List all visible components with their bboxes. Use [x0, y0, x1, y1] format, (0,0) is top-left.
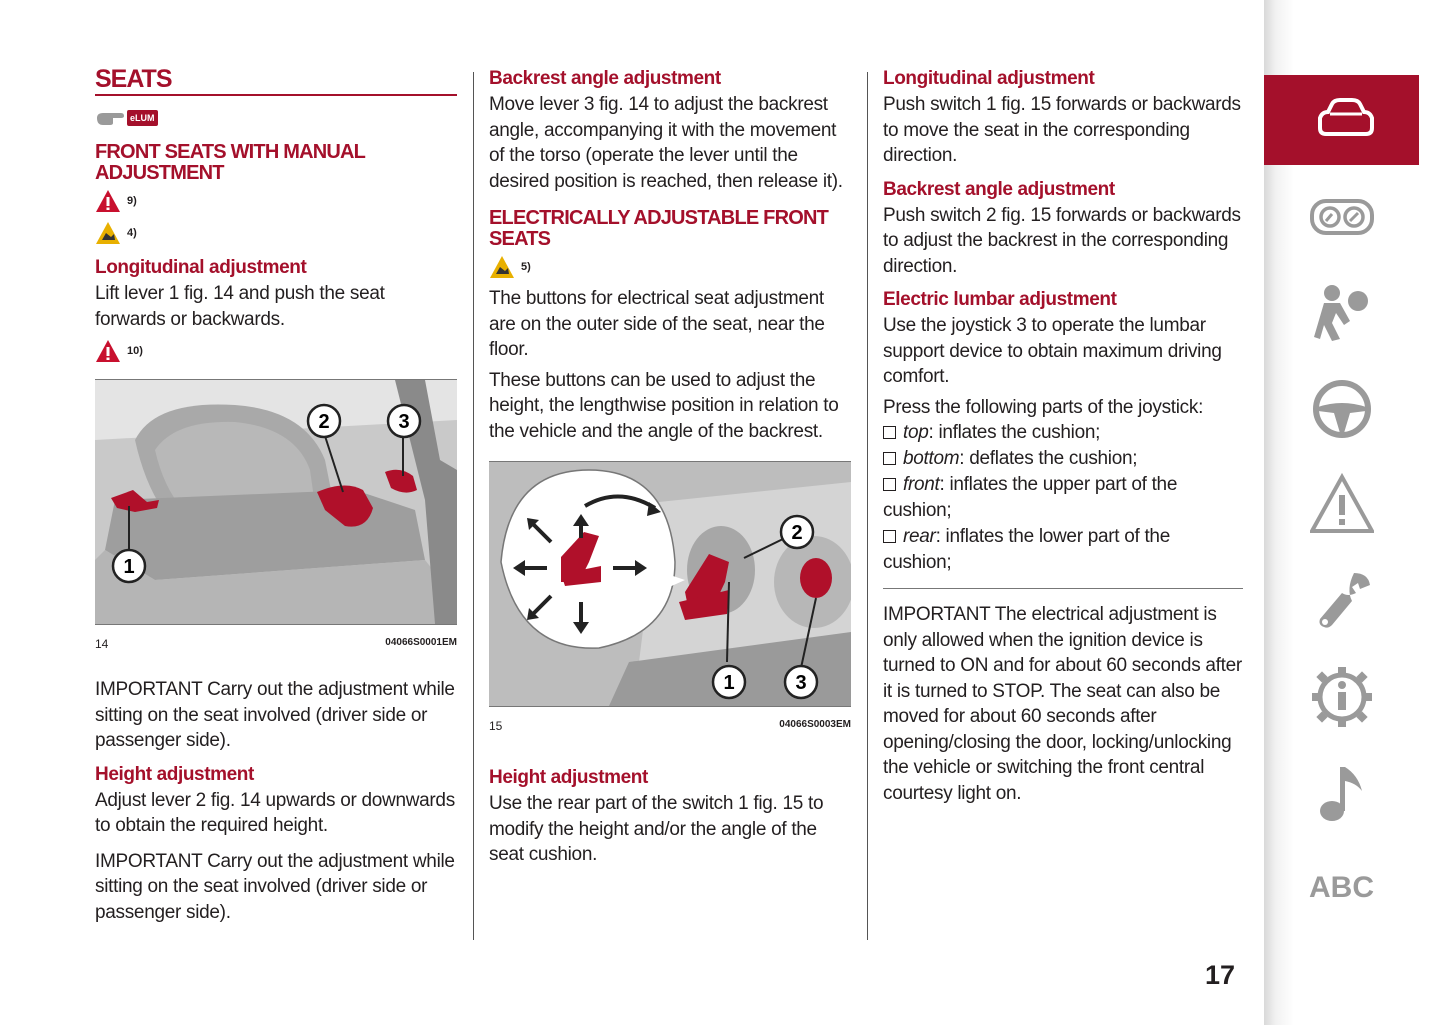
figure-code: 04066S0001EM: [385, 637, 457, 648]
svg-text:1: 1: [723, 672, 735, 694]
heading-height-electric: Height adjustment: [489, 767, 648, 788]
svg-text:2: 2: [318, 411, 330, 433]
svg-text:1: 1: [123, 556, 135, 578]
warning-ref-row: [95, 188, 457, 214]
figure-14-caption: [95, 637, 457, 651]
heading-height: Height adjustment: [95, 763, 254, 785]
caution-ref-row: [489, 254, 851, 280]
caution-triangle-icon: [95, 221, 121, 245]
callout-1: [713, 666, 745, 698]
callout-2: [308, 405, 340, 437]
svg-text:3: 3: [795, 672, 807, 694]
callout-2: [781, 516, 813, 548]
svg-text:3: 3: [398, 411, 410, 433]
column-3: [883, 66, 1243, 806]
longitudinal-text: Lift lever 1 fig. 14 and push the seat forwards or backwards.: [95, 283, 385, 330]
page-number: 17: [1205, 960, 1236, 990]
list-item: top: inflates the cushion;: [883, 420, 1243, 446]
section-title: SEATS: [95, 66, 457, 96]
nav-index[interactable]: [1264, 843, 1419, 933]
figure-number: 15: [489, 719, 503, 733]
electric-intro-2: These buttons can be used to adjust the height, the lengthwise position in relation to the vehicle and the angle of the backrest.: [489, 369, 839, 442]
joystick-list: [883, 420, 1243, 576]
warning-ref: 10): [127, 345, 143, 357]
height-electric-text: Use the rear part of the switch 1 fig. 15 to modify the height and/or the angle of the seat cushion.: [489, 793, 824, 865]
nav-safety[interactable]: [1264, 268, 1419, 358]
important-note-1: IMPORTANT Carry out the adjustment while sitting on the seat involved (driver side or passenger side).: [95, 679, 455, 751]
figure-15: [489, 461, 851, 707]
nav-maintenance[interactable]: [1264, 556, 1419, 646]
joystick-instruction: Press the following parts of the joystick:: [883, 396, 1204, 418]
elum-row: [95, 104, 457, 132]
pointing-hand-icon: [95, 109, 125, 127]
list-item: rear: inflates the lower part of the cushion;: [883, 526, 1170, 573]
caution-ref: 4): [127, 227, 137, 239]
backrest-electric-text: Push switch 2 fig. 15 forwards or backwards to adjust the backrest in the corresponding direction.: [883, 204, 1241, 277]
electric-seat-switch-illustration: [489, 462, 851, 706]
column-divider-1: [473, 72, 474, 940]
heading-longitudinal: Longitudinal adjustment: [95, 257, 307, 278]
figure-15-caption: [489, 719, 851, 733]
lumbar-text: Use the joystick 3 to operate the lumbar support device to obtain maximum driving comfort.: [883, 315, 1222, 387]
backrest-manual-text: Move lever 3 fig. 14 to adjust the backrest angle, accompanying it with the movement of the torso (operate the lever until the desired position is reached, then release it).: [489, 94, 843, 192]
column-2: [489, 66, 851, 868]
danger-triangle-icon: [95, 339, 121, 363]
important-block: [883, 588, 1243, 806]
important-note-2: IMPORTANT Carry out the adjustment while sitting on the seat involved (driver side or passenger side).: [95, 850, 455, 923]
chapter-sidebar: [1264, 0, 1445, 1025]
height-text: Adjust lever 2 fig. 14 upwards or downwards to obtain the required height.: [95, 789, 455, 836]
elum-badge: eLUM: [127, 110, 158, 126]
wrench-icon: [1310, 569, 1374, 633]
airbag-person-icon: [1310, 281, 1374, 345]
music-note-icon: [1310, 761, 1374, 825]
dashboard-icon: [1310, 185, 1374, 249]
column-divider-2: [867, 72, 868, 940]
heading-longitudinal-electric: Longitudinal adjustment: [883, 68, 1095, 89]
manual-seat-illustration: [95, 380, 457, 624]
warning-ref: 9): [127, 195, 137, 207]
abc-label: ABC: [1309, 871, 1374, 904]
caution-ref: 5): [521, 261, 531, 273]
nav-car[interactable]: [1264, 75, 1419, 165]
caution-ref-row: [95, 220, 457, 246]
callout-1: [113, 550, 145, 582]
important-note-electric: IMPORTANT The electrical adjustment is only allowed when the ignition device is turned to ON and for about 60 seconds after it is turned to STOP. The seat can also be moved for about 60 seconds after opening/closing the door, locking/unlocking the vehicle or switching the front central courtesy light on.: [883, 604, 1242, 804]
column-1: [95, 66, 457, 925]
car-icon: [1310, 88, 1374, 152]
figure-number: 14: [95, 637, 109, 651]
warning-ref-row-2: [95, 338, 457, 364]
list-item: front: inflates the upper part of the cushion;: [883, 474, 1178, 521]
warning-triangle-icon: [1310, 473, 1374, 537]
subtitle-electric: ELECTRICALLY ADJUSTABLE FRONT SEATS: [489, 207, 829, 250]
danger-triangle-icon: [95, 189, 121, 213]
figure-code: 04066S0003EM: [779, 719, 851, 730]
nav-technical-data[interactable]: [1264, 652, 1419, 742]
figure-14: [95, 379, 457, 625]
heading-backrest-manual: Backrest angle adjustment: [489, 68, 721, 89]
callout-3: [388, 405, 420, 437]
heading-lumbar: Electric lumbar adjustment: [883, 289, 1117, 310]
nav-emergency[interactable]: [1264, 460, 1419, 550]
subtitle-manual: FRONT SEATS WITH MANUAL ADJUSTMENT: [95, 141, 365, 184]
heading-backrest-electric: Backrest angle adjustment: [883, 178, 1115, 200]
nav-multimedia[interactable]: [1264, 748, 1419, 838]
list-item: bottom: deflates the cushion;: [883, 446, 1243, 472]
caution-triangle-icon: [489, 255, 515, 279]
svg-text:2: 2: [791, 522, 803, 544]
steering-wheel-icon: [1310, 377, 1374, 441]
info-gear-icon: [1310, 665, 1374, 729]
electric-intro-1: The buttons for electrical seat adjustment are on the outer side of the seat, near the floor.: [489, 288, 825, 360]
nav-driving[interactable]: [1264, 364, 1419, 454]
nav-dashboard[interactable]: [1264, 172, 1419, 262]
longitudinal-electric-text: Push switch 1 fig. 15 forwards or backwards to move the seat in the corresponding direction.: [883, 94, 1241, 166]
callout-3: [785, 666, 817, 698]
